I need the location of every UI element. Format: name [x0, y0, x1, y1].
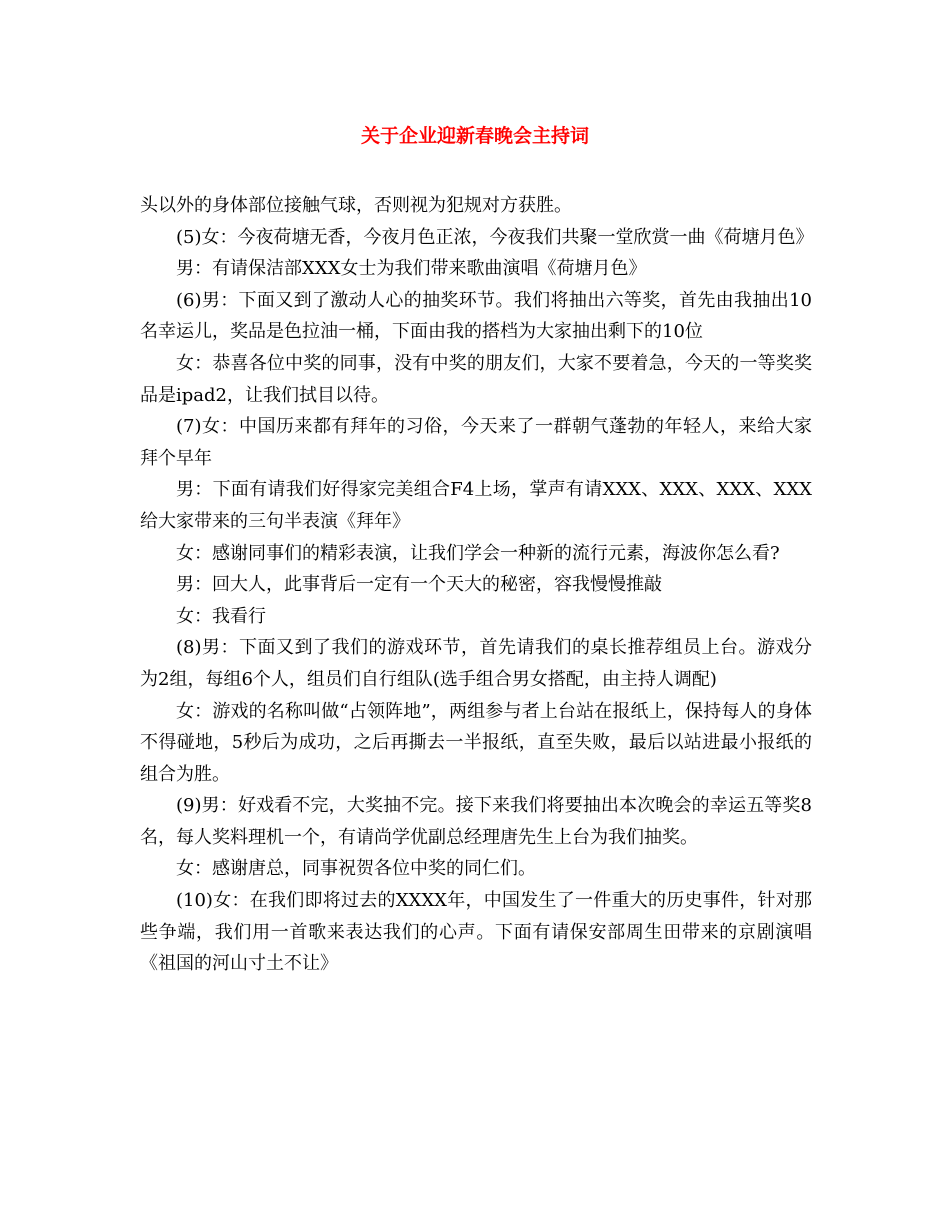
- paragraph: (6)男：下面又到了激动人心的抽奖环节。我们将抽出六等奖，首先由我抽出10名幸运儿，奖品是色拉油一桶，下面由我的搭档为大家抽出剩下的10位: [140, 289, 812, 343]
- paragraph: 女：感谢唐总，同事祝贺各位中奖的同仁们。: [176, 858, 536, 880]
- paragraph: 头以外的身体部位接触气球，否则视为犯规对方获胜。: [140, 195, 572, 216]
- paragraph: 女：游戏的名称叫做“占领阵地”，两组参与者上台站在报纸上，保持每人的身体不得碰地，5秒后为成功，之后再撕去一半报纸，直至失败，最后以站进最小报纸的组合为胜。: [140, 700, 812, 785]
- paragraph: (8)男：下面又到了我们的游戏环节，首先请我们的桌长推荐组员上台。游戏分为2组，每组6个人，组员们自行组队(选手组合男女搭配，由主持人调配): [140, 637, 812, 690]
- document-body: [140, 190, 812, 980]
- paragraph: (9)男：好戏看不完，大奖抽不完。接下来我们将要抽出本次晚会的幸运五等奖8名，每人奖料理机一个，有请尚学优副总经理唐先生上台为我们抽奖。: [140, 795, 812, 848]
- paragraph: (5)女：今夜荷塘无香，今夜月色正浓，今夜我们共聚一堂欣赏一曲《荷塘月色》: [176, 226, 814, 248]
- paragraph: 女：我看行: [176, 605, 266, 627]
- paragraph: 男：回大人，此事背后一定有一个天大的秘密，容我慢慢推敲: [176, 574, 662, 596]
- paragraph: 男：下面有请我们好得家完美组合F4上场，掌声有请XXX、XXX、XXX、XXX给大家带来的三句半表演《拜年》: [140, 479, 812, 532]
- document-title: 关于企业迎新春晚会主持词: [360, 125, 589, 147]
- paragraph: 男：有请保洁部XXX女士为我们带来歌曲演唱《荷塘月色》: [176, 258, 647, 280]
- paragraph: (10)女：在我们即将过去的XXXX年，中国发生了一件重大的历史事件，针对那些争端，我们用一首歌来表达我们的心声。下面有请保安部周生田带来的京剧演唱《祖国的河山寸土不让》: [140, 890, 812, 975]
- paragraph: (7)女：中国历来都有拜年的习俗，今天来了一群朝气蓬勃的年轻人，来给大家拜个早年: [140, 416, 812, 469]
- paragraph: 女：恭喜各位中奖的同事，没有中奖的朋友们，大家不要着急，今天的一等奖奖品是ipad2，让我们拭目以待。: [140, 352, 812, 406]
- paragraph: 女：感谢同事们的精彩表演，让我们学会一种新的流行元素，海波你怎么看?: [176, 542, 780, 564]
